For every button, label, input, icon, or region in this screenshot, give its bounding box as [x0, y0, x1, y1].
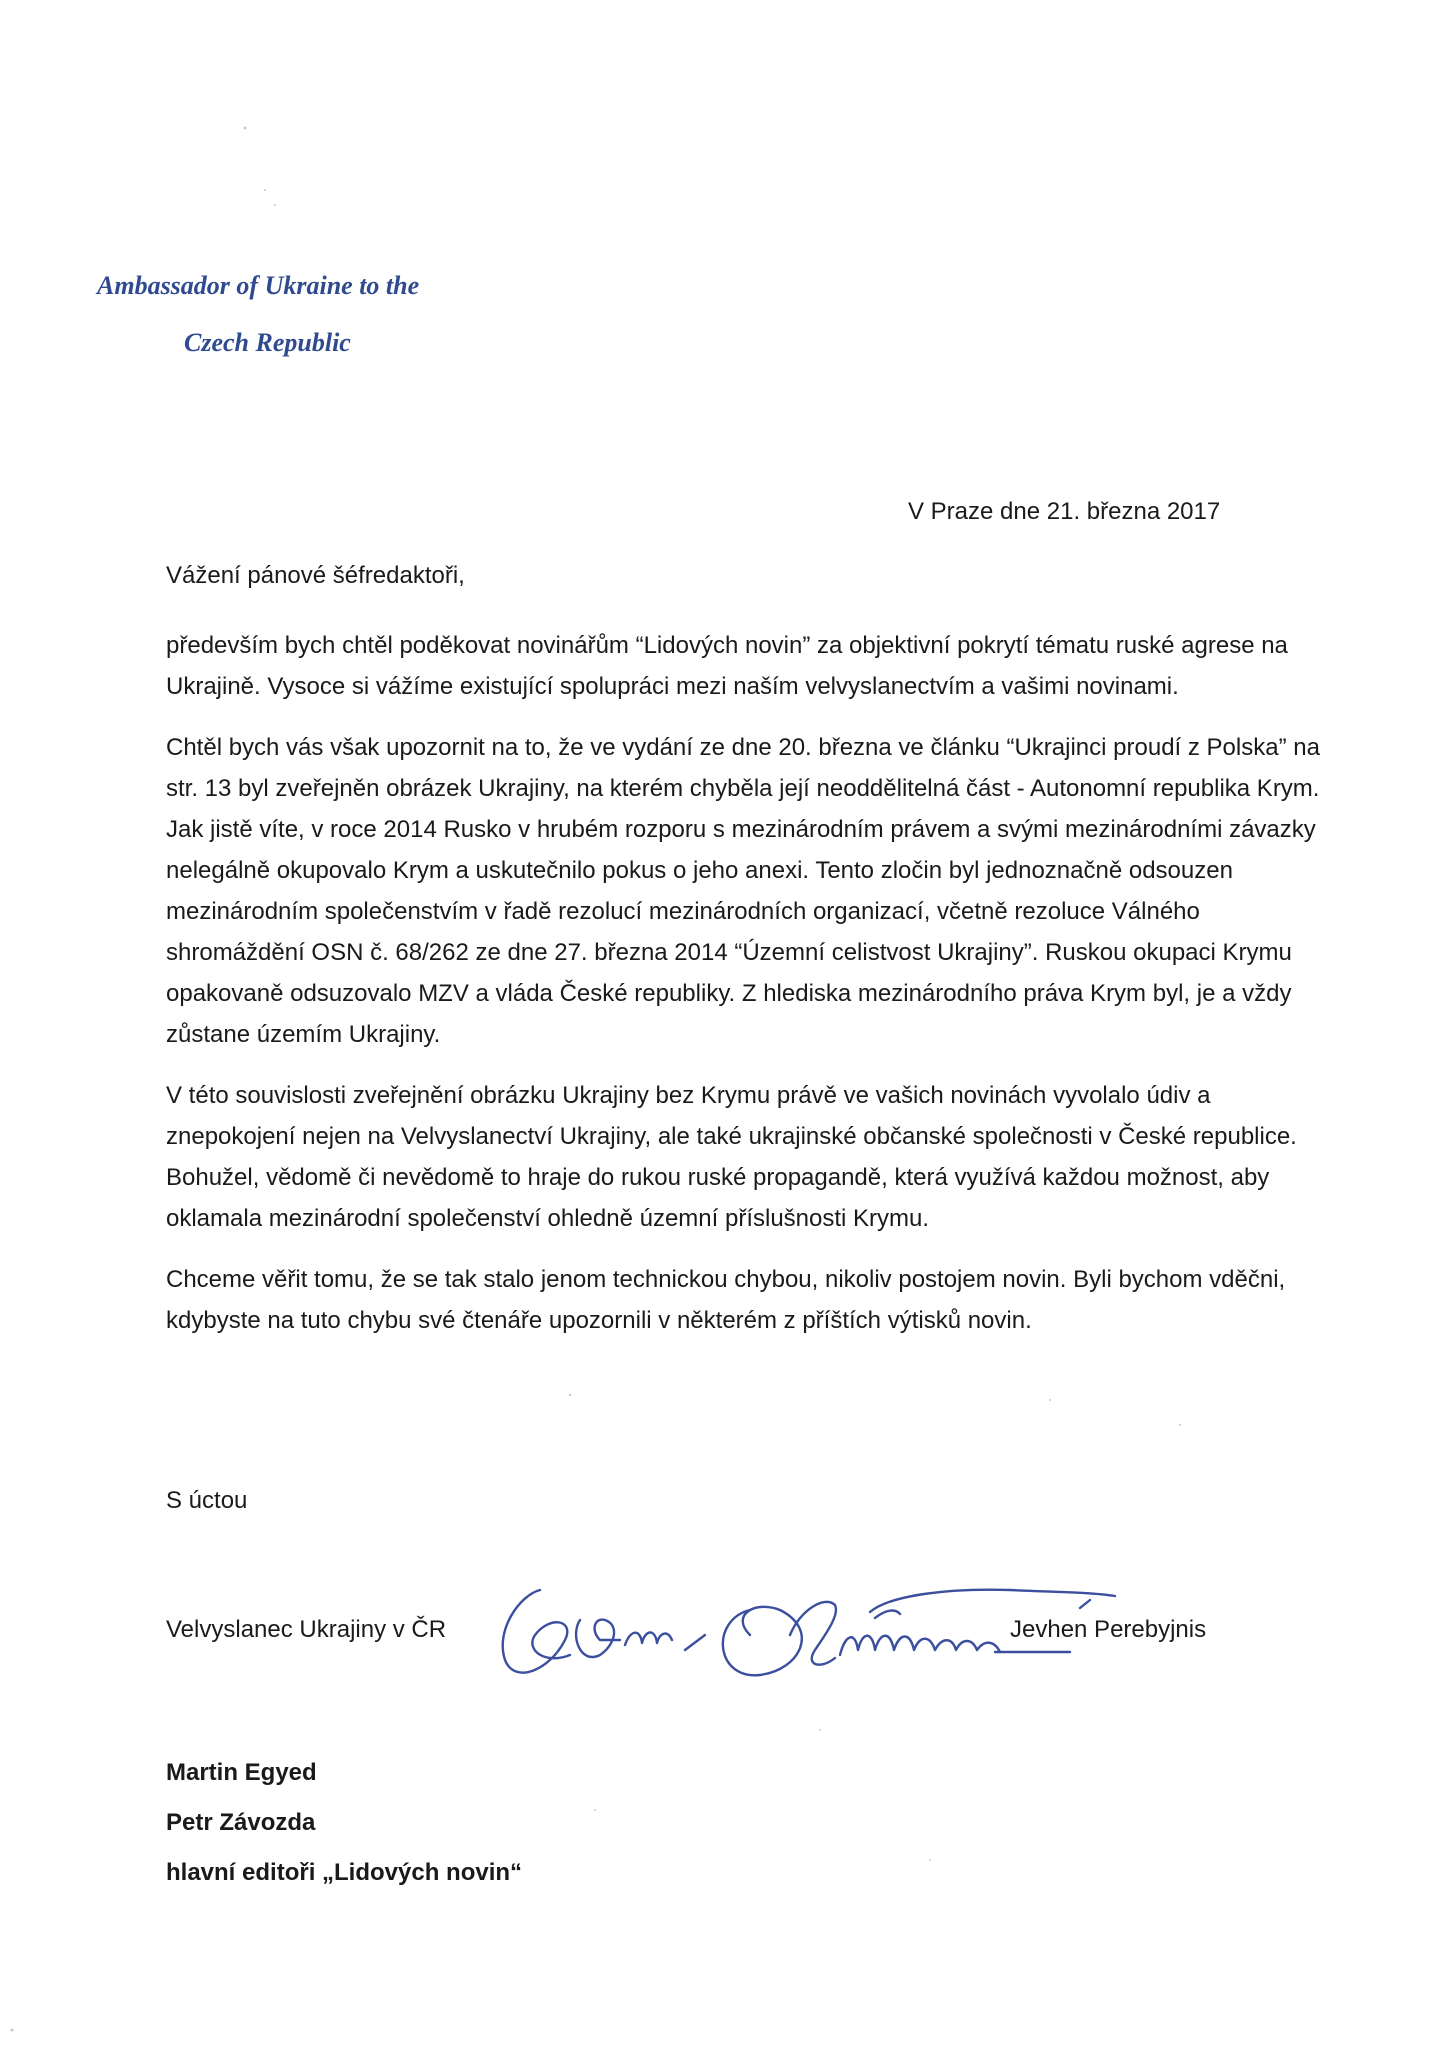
- recipient-2: Petr Závozda: [166, 1809, 316, 1836]
- recipients: [166, 1748, 522, 1898]
- recipient-1: Martin Egyed: [166, 1759, 317, 1786]
- letter-body: [166, 625, 1336, 1361]
- letter-date: V Praze dne 21. března 2017: [908, 498, 1221, 525]
- paragraph-1: především bych chtěl poděkovat novinářům “Lidových novin” za objektivní pokrytí tématu ruské agrese na Ukrajině. Vysoce si vážíme existující spolupráci mezi naším velvyslanectvím a vašimi novinami.: [166, 632, 1288, 700]
- letterhead-line-1: Ambassador of Ukraine to the: [97, 271, 420, 300]
- letterhead-line-2: Czech Republic: [184, 328, 351, 358]
- paragraph-3: V této souvislosti zveřejnění obrázku Ukrajiny bez Krymu právě ve vašich novinách vyvolalo údiv a znepokojení nejen na Velvyslanectví Ukrajiny, ale také ukrajinské občanské společnosti v České republice. Bohužel, vědomě či nevědomě to hraje do rukou ruské propagandě, která využívá každou možnost, aby oklamala mezinárodní společenství ohledně územní příslušnosti Krymu.: [166, 1082, 1297, 1232]
- paragraph-4: Chceme věřit tomu, že se tak stalo jenom technickou chybou, nikoliv postojem novin. Byli bychom vděčni, kdybyste na tuto chybu své čtenáře upozornili v některém z příštích výtisků novin.: [166, 1266, 1286, 1334]
- closing: S úctou: [166, 1487, 248, 1514]
- salutation: Vážení pánové šéfredaktoři,: [166, 562, 465, 589]
- letterhead: [97, 270, 419, 358]
- signatory-title: Velvyslanec Ukrajiny v ČR: [166, 1616, 447, 1643]
- signatory-name: Jevhen Perebyjnis: [1010, 1616, 1207, 1643]
- recipient-3: hlavní editoři „Lidových novin“: [166, 1859, 523, 1886]
- paragraph-2: Chtěl bych vás však upozornit na to, že ve vydání ze dne 20. března ve článku “Ukrajinci proudí z Polska” na str. 13 byl zveřejněn obrázek Ukrajiny, na kterém chyběla její neoddělitelná část - Autonomní republika Krym. Jak jistě víte, v roce 2014 Rusko v hrubém rozporu s mezinárodním právem a svými mezinárodními závazky nelegálně okupovalo Krym a uskutečnilo pokus o jeho anexi. Tento zločin byl jednoznačně odsouzen mezinárodním společenstvím v řadě rezolucí mezinárodních organizací, včetně rezoluce Válného shromáždění OSN č. 68/262 ze dne 27. března 2014 “Územní celistvost Ukrajiny”. Ruskou okupaci Krymu opakovaně odsuzovalo MZV a vláda České republiky. Z hlediska mezinárodního práva Krym byl, je a vždy zůstane územím Ukrajiny.: [166, 734, 1320, 1048]
